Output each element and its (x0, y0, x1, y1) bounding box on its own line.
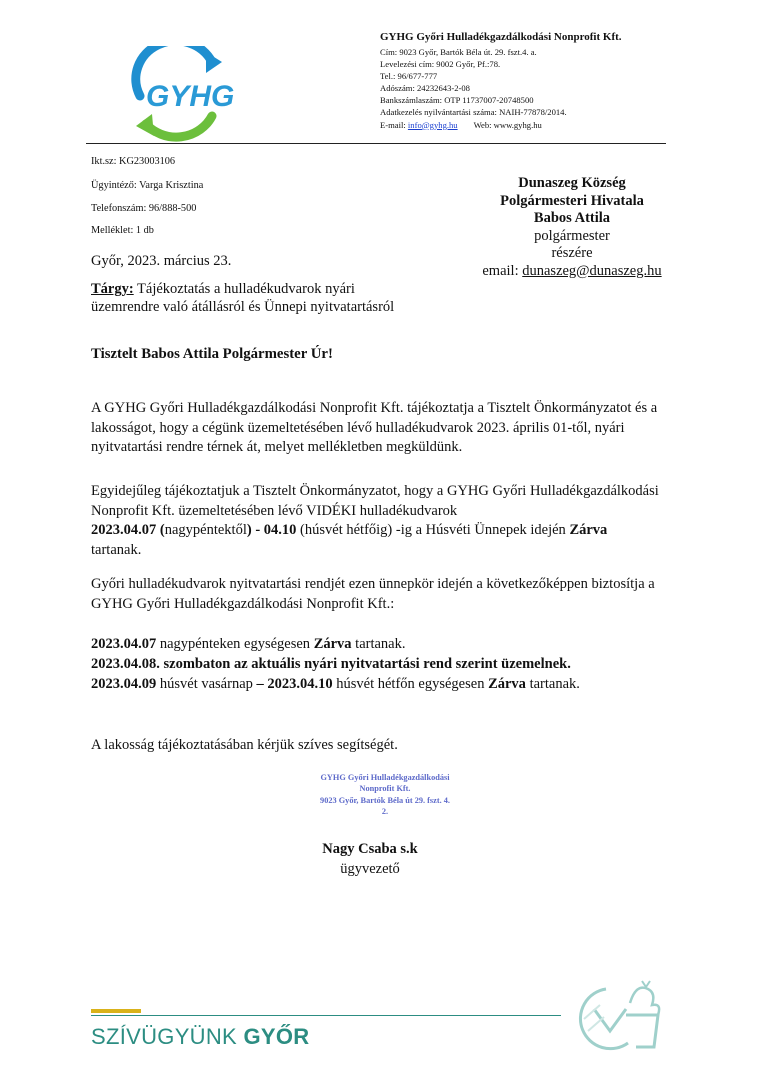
schedule-text: húsvét vasárnap (156, 676, 257, 692)
phone-line: Tel.: 96/677-777 (380, 71, 438, 82)
recipient-email-line (472, 263, 672, 281)
p2-easter-text: (húsvét hétfőig) -ig a Húsvéti Ünnepek idején (296, 522, 570, 539)
footer-slogan (91, 1024, 309, 1050)
signature-block (270, 839, 470, 879)
header-divider (86, 143, 666, 144)
recipient-municipality: Dunaszeg Község (518, 175, 626, 191)
company-stamp (280, 772, 490, 818)
bank-line: Bankszámlaszám: OTP 11737007-20748500 (380, 95, 534, 106)
p2-text: Egyidejűleg tájékoztatjuk a Tisztelt Önkormányzatot, hogy a GYHG Győri Hulladékgazdálkodási Nonprofit Kft. üzemeltetésében lévő VIDÉKI hulladékudvarok (91, 483, 659, 519)
p2-good-friday: nagypéntektől (164, 522, 247, 539)
gyor-emblem-icon (566, 975, 666, 1055)
slogan-light: SZÍVÜGYÜNK (91, 1024, 244, 1049)
recipient-email-link[interactable]: dunaszeg@dunaszeg.hu (522, 262, 662, 279)
case-handler: Ügyintéző: Varga Krisztina (91, 180, 204, 191)
naih-line: Adatkezelés nyilvántartási száma: NAIH-77878/2014. (380, 107, 567, 118)
reference-number: Ikt.sz: KG23003106 (91, 156, 176, 167)
letter-date: Győr, 2023. március 23. (91, 253, 232, 269)
salutation: Tisztelt Babos Attila Polgármester Úr! (91, 346, 333, 362)
p2-date-start: 2023.04.07 ( (91, 522, 165, 539)
attachment-count: Melléklet: 1 db (91, 225, 154, 236)
stamp-line: GYHG Győri Hulladékgazdálkodási (320, 773, 450, 782)
stamp-line: Nonprofit Kft. (359, 784, 411, 794)
recipient-office: Polgármesteri Hivatala (500, 192, 644, 209)
subject (91, 280, 421, 316)
schedule-line-1 (91, 636, 406, 653)
company-name: GYHG Győri Hulladékgazdálkodási Nonprofit Kft. (380, 31, 622, 43)
schedule-date: 2023.04.07 (91, 636, 157, 652)
contact-line (380, 119, 710, 131)
signer-name: Nagy Csaba s.k (322, 841, 418, 857)
p2-end: tartanak. (91, 541, 142, 558)
p2-closed: Zárva (569, 522, 608, 539)
address-line: Levelezési cím: 9002 Győr, Pf.:78. (380, 59, 501, 70)
schedule-line-3 (91, 676, 580, 693)
slogan-bold: GYŐR (243, 1024, 310, 1049)
company-info (380, 30, 710, 131)
web-text: Web: www.gyhg.hu (473, 119, 542, 130)
signer-title: ügyvezető (340, 861, 400, 877)
schedule-closed: Zárva (488, 676, 526, 692)
phone-number: Telefonszám: 96/888-500 (91, 203, 197, 214)
logo-text: GYHG (146, 80, 235, 113)
footer-line (91, 1015, 561, 1016)
recipient-attention: részére (551, 245, 593, 261)
paragraph-2 (91, 482, 681, 560)
gyhg-logo (126, 46, 250, 142)
schedule-date: 2023.04.09 (91, 676, 157, 692)
stamp-line: 9023 Győr, Bartók Béla út 29. fszt. 4. (320, 795, 450, 805)
paragraph-3: Győri hulladékudvarok nyitvatartási rendjét ezen ünnepkör idején a következőképpen biztosítja a GYHG Győri Hulladékgazdálkodási Nonprofit Kft.: (91, 576, 655, 612)
footer-accent-bar (91, 1009, 141, 1013)
schedule-text: húsvét hétfőn egységesen (332, 676, 489, 692)
stamp-line: 2. (381, 807, 389, 817)
p2-date-end: ) - 04.10 (246, 522, 297, 539)
recycle-logo-icon (126, 46, 250, 142)
subject-label: Tárgy: (91, 281, 134, 297)
address-line: Cím: 9023 Győr, Bartók Béla út. 29. fszt.4. a. (380, 47, 537, 57)
subject-text: Tájékoztatás a hulladékudvarok nyári üzemrendre való átállásról és Ünnepi nyitvatartásról (91, 281, 395, 315)
tax-line: Adószám: 24232643-2-08 (380, 83, 470, 94)
schedule-end: tartanak. (525, 676, 580, 692)
recipient-block (472, 175, 672, 280)
recipient-email-label: email: (482, 262, 523, 279)
paragraph-1: A GYHG Győri Hulladékgazdálkodási Nonprofit Kft. tájékoztatja a Tisztelt Önkormányzatot és a lakosságot, hogy a cégünk üzemeltetésében lévő hulladékudvarok 2023. április 01-től, nyári nyitvatartási rendre térnek át, melyet mellékletben megküldünk. (91, 400, 658, 456)
recipient-name: Babos Attila (533, 210, 611, 226)
recipient-title: polgármester (534, 227, 610, 244)
email-label: E-mail: (380, 119, 408, 130)
schedule-closed: Zárva (313, 636, 352, 652)
closing-sentence: A lakosság tájékoztatásában kérjük szíves segítségét. (91, 737, 398, 753)
schedule-text: nagypénteken egységesen (156, 636, 314, 652)
email-link[interactable]: info@gyhg.hu (407, 119, 458, 130)
schedule-date: – 2023.04.10 (256, 676, 333, 692)
schedule-end: tartanak. (351, 636, 406, 652)
schedule-line-2: 2023.04.08. szombaton az aktuális nyári nyitvatartási rend szerint üzemelnek. (91, 656, 571, 672)
